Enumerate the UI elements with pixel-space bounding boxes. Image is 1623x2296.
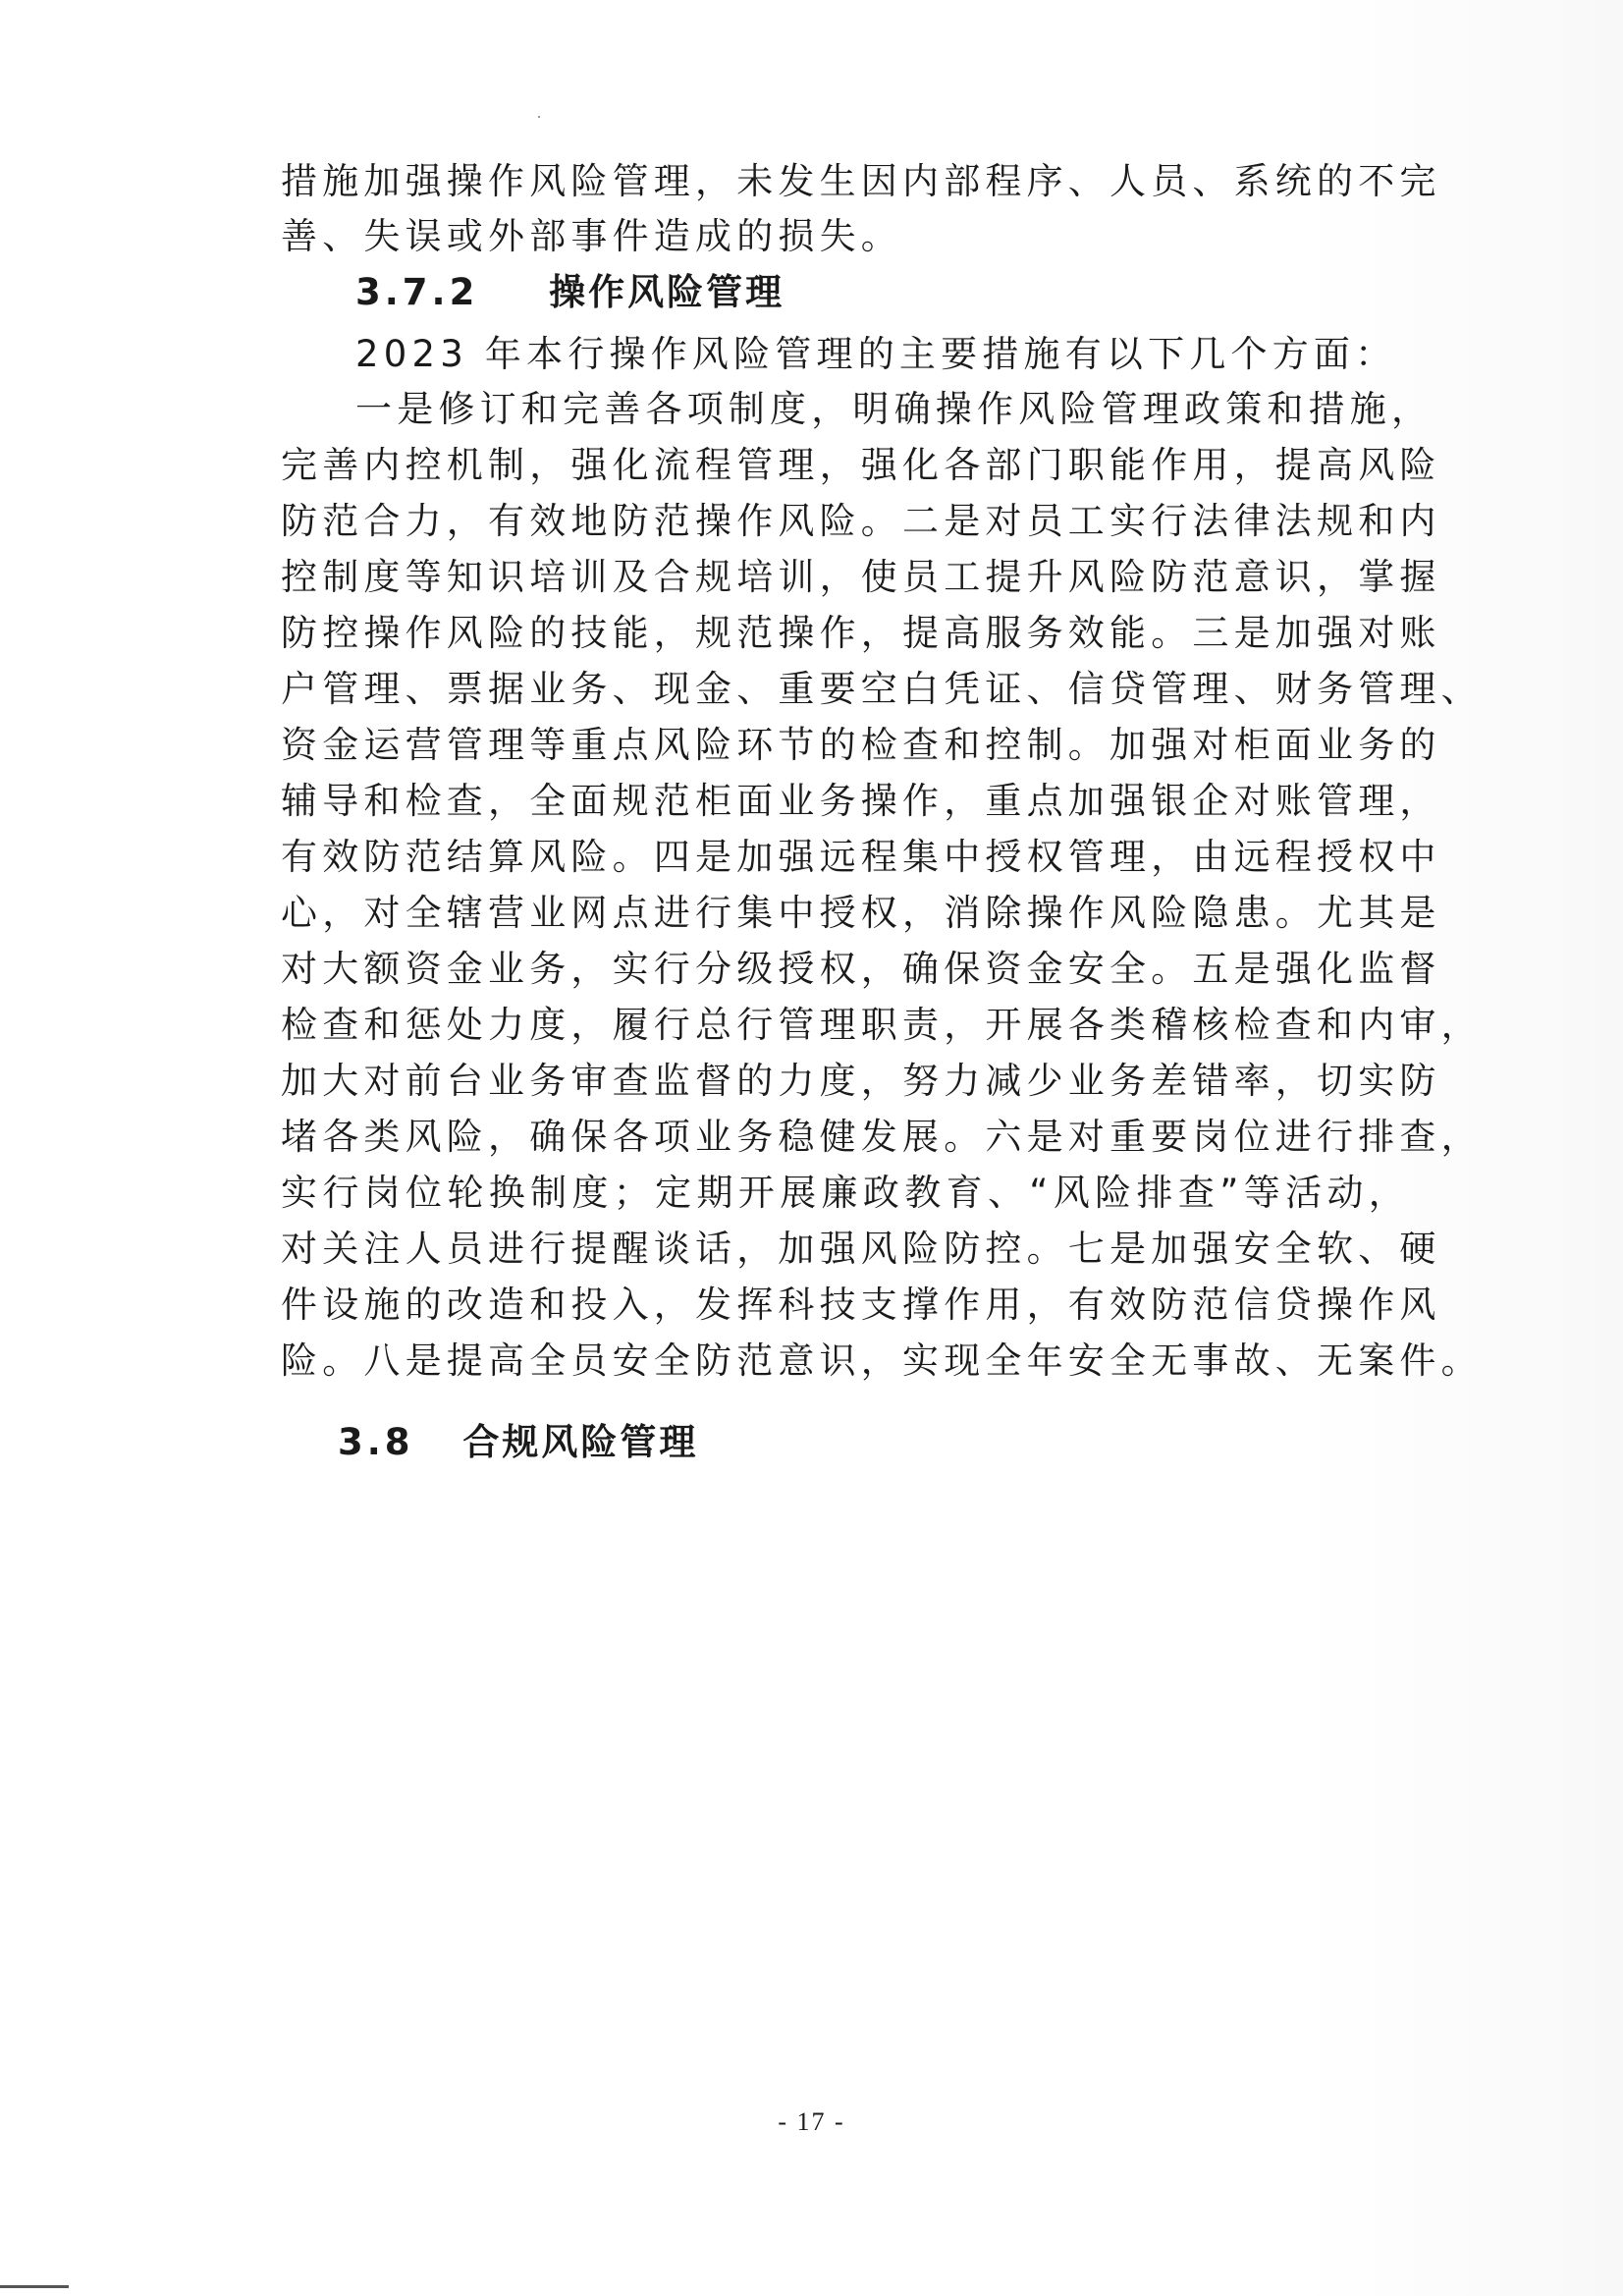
- scan-edge-mark: [0, 2285, 69, 2288]
- scan-speck: [538, 116, 540, 118]
- paragraph-line: 一是修订和完善各项制度，明确操作风险管理政策和措施，: [355, 388, 1434, 430]
- paragraph-line: 控制度等知识培训及合规培训，使员工提升风险防范意识，掌握: [281, 556, 1441, 598]
- paragraph-line: 善、失误或外部事件造成的损失。: [281, 215, 902, 257]
- paragraph-line: 堵各类风险，确保各项业务稳健发展。六是对重要岗位进行排查，: [281, 1116, 1483, 1158]
- paragraph-line: 实行岗位轮换制度；定期开展廉政教育、“风险排查”等活动，: [281, 1172, 1410, 1214]
- section-heading-3-7-2: [355, 264, 784, 320]
- paragraph-line: 防控操作风险的技能，规范操作，提高服务效能。三是加强对账: [281, 612, 1441, 654]
- paragraph-line: 户管理、票据业务、现金、重要空白凭证、信贷管理、财务管理、: [281, 668, 1483, 710]
- paragraph-line: 辅导和检查，全面规范柜面业务操作，重点加强银企对账管理，: [281, 780, 1441, 822]
- paragraph-line: 资金运营管理等重点风险环节的检查和控制。加强对柜面业务的: [281, 724, 1441, 766]
- paragraph-line: 对大额资金业务，实行分级授权，确保资金安全。五是强化监督: [281, 948, 1441, 990]
- section-number: 3.7.2: [355, 271, 479, 313]
- paragraph-line: 完善内控机制，强化流程管理，强化各部门职能作用，提高风险: [281, 444, 1441, 486]
- paragraph-line: 防范合力，有效地防范操作风险。二是对员工实行法律法规和内: [281, 500, 1441, 542]
- paragraph-line: 加大对前台业务审查监督的力度，努力减少业务差错率，切实防: [281, 1060, 1441, 1102]
- paragraph-line: 件设施的改造和投入，发挥科技支撑作用，有效防范信贷操作风: [281, 1284, 1441, 1326]
- paragraph-line: 险。八是提高全员安全防范意识，实现全年安全无事故、无案件。: [281, 1339, 1483, 1382]
- section-heading-3-8: [338, 1414, 698, 1470]
- section-number: 3.8: [338, 1421, 414, 1463]
- paragraph-line: 措施加强操作风险管理，未发生因内部程序、人员、系统的不完: [281, 160, 1441, 202]
- page-number: - 17 -: [778, 2107, 845, 2136]
- section-title: 合规风险管理: [462, 1421, 699, 1463]
- section-title: 操作风险管理: [549, 271, 785, 313]
- intro-line: 2023 年本行操作风险管理的主要措施有以下几个方面：: [355, 333, 1397, 375]
- paragraph-line: 对关注人员进行提醒谈话，加强风险防控。七是加强安全软、硬: [281, 1228, 1441, 1270]
- paragraph-line: 心，对全辖营业网点进行集中授权，消除操作风险隐患。尤其是: [281, 892, 1441, 934]
- paragraph-line: 检查和惩处力度，履行总行管理职责，开展各类稽核检查和内审，: [281, 1004, 1483, 1046]
- paragraph-line: 有效防范结算风险。四是加强远程集中授权管理，由远程授权中: [281, 836, 1441, 878]
